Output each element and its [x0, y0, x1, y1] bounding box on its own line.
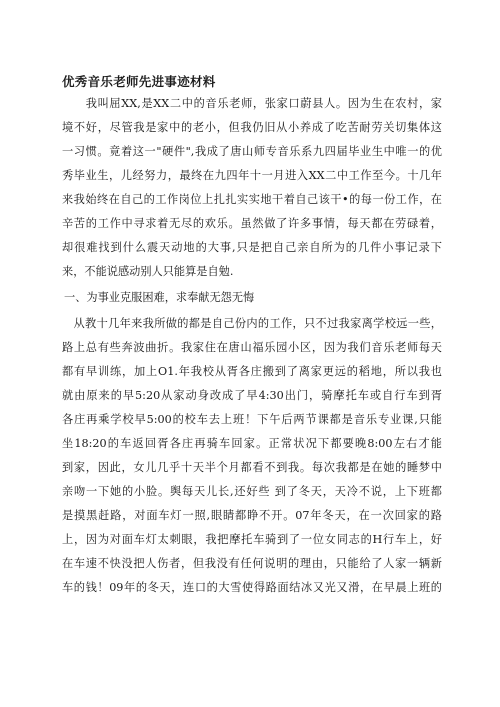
body-line: 到家，因此，女儿几乎十天半个月都看不到我。每次我都是在她的睡梦中: [62, 461, 442, 474]
intro-line: 我叫屈XX,是XX二中的音乐老师，张家口蔚县人。因为生在农村，家: [62, 97, 442, 110]
document-title: 优秀音乐老师先进事迹材料: [62, 74, 216, 89]
section-heading: 一、为事业克服困难，求奉献无怨无悔: [64, 291, 255, 304]
intro-line: 秀毕业生，儿经努力，最终在九四年十一月进入XX二中工作至今。十几年: [62, 169, 442, 182]
intro-line: 一习惯。竟着这一"硬件",我成了唐山师专音乐系九四届毕业生中唯一的优: [62, 145, 442, 158]
body-line: 坐18:20的车返回胥各庄再骑车回家。正常状况下都要晚8:00左右才能: [62, 437, 442, 450]
body-line: 是摸黑赶路，对面车灯一照,眼睛都睁不开。07年冬天，在一次回家的路: [62, 509, 442, 522]
body-line: 在车速不快没把人伤者，但我没有任何说明的理由，只能给了人家一辆新: [62, 557, 442, 570]
intro-line: 来我始终在自己的工作岗位上扎扎实实地干着自己该干•的每一份工作，在: [62, 193, 442, 206]
body-line: 都有早训练，加上O1.年我校从胥各庄搬到了离家更远的稻地，所以我也: [62, 365, 442, 378]
body-line: 各庄再乘学校早5:00的校车去上班！下午后两节课都是音乐专业课,只能: [62, 413, 442, 426]
intro-line: 却很难找到什么震天动地的大事,只是把自己亲自所为的几件小事记录下: [62, 241, 442, 254]
intro-line: 来，不能说感动别人只能算是自勉.: [62, 265, 234, 278]
intro-line: 境不好，尽管我是家中的老小，但我仍旧从小养成了吃苦耐劳关切集体这: [62, 121, 442, 134]
body-line: 从教十几年来我所做的都是自己份内的工作，只不过我家离学校远一些，: [62, 317, 442, 330]
intro-line: 辛苦的工作中寻求着无尽的欢乐。虽然做了许多事情，每天都在劳碌着，: [62, 217, 442, 230]
body-line: 就由原来的早5:20从家动身改成了早4:30出门，骑摩托车或自行车到胥: [62, 389, 442, 402]
body-line: 路上总有些奔波曲折。我家住在唐山福乐园小区，因为我们音乐老师每天: [62, 341, 442, 354]
body-line: 车的钱！09年的冬天，连口的大雪使得路面结冰又光又滑，在早晨上班的: [62, 581, 442, 594]
body-line: 亲吻一下她的小脸。舆每天儿长,还好些 到了冬天，天冷不说，上下班都: [62, 485, 442, 498]
body-line: 上，因为对面车灯太刺眼，我把摩托车骑到了一位女同志的H行车上，好: [62, 533, 442, 546]
